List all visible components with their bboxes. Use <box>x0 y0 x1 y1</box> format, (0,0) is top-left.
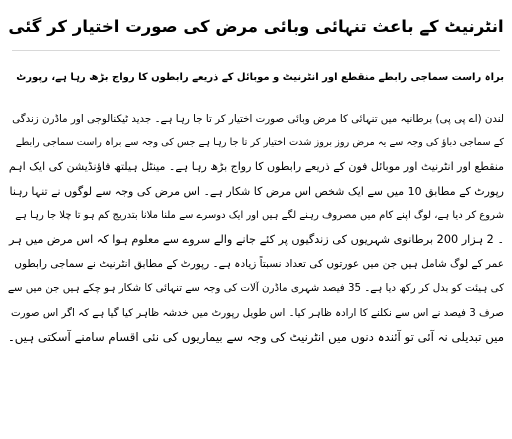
body-line-4: رپورٹ کے مطابق 10 میں سے ایک شخص اس مرض کا شکار ہے۔ اس مرض کی وجہ سے لوگوں نے تنہا رہنا <box>9 184 504 198</box>
article-headline: انٹرنیٹ کے باعث تنہائی وبائی مرض کی صورت اختیار کر گئی <box>8 17 504 36</box>
body-line-3: منقطع اور انٹرنیٹ اور موبائل فون کے ذریعے رابطوں کا رواج بڑھ رہا ہے۔ مینٹل ہیلتھ فاؤنڈیشن کی ایک اہم <box>8 160 504 174</box>
body-line-10: میں تبدیلی نہ آئی تو آئندہ دنوں میں انٹرنیٹ کی وجہ سے بیماریوں کی نئی اقسام سامنے آسکتی ہیں۔ <box>8 329 504 344</box>
body-line-2: کے سماجی دباؤ کی وجہ سے یہ مرض روز بروز شدت اختیار کر تا جا رہا ہے جس کی وجہ سے براہ راست سماجی رابطے <box>15 137 504 149</box>
headline-divider <box>12 50 500 51</box>
article-body <box>8 107 504 349</box>
body-line-6: ۔ 2 ہزار 200 برطانوی شہریوں کی زندگیوں پر کئے جانے والے سروے سے معلوم ہوا کہ اس مرض میں ہر <box>8 232 504 246</box>
body-line-9: صرف 3 فیصد نے اس سے نکلنے کا ارادہ ظاہر کیا۔ اس طویل رپورٹ میں خدشہ ظاہر کیا گیا ہے کہ اگر اس صورت <box>11 306 504 319</box>
news-article <box>8 4 504 435</box>
article-subheadline: براہ راست سماجی رابطے منقطع اور انٹرنیٹ و موبائل کے ذریعے رابطوں کا رواج بڑھ رہا ہے، رپورٹ <box>16 72 504 83</box>
body-line-5: شروع کر دیا ہے، لوگ اپنے کام میں مصروف رہنے لگے ہیں اور ایک دوسرے سے ملنا ملانا بتدریج کم ہو تا چلا جا رہا ہے <box>15 209 504 221</box>
body-line-8: کی ہیئت کو بدل کر رکھ دیا ہے۔ 35 فیصد شہری ماڈرن آلات کی وجہ سے تنہائی کا شکار ہو چکے ہیں جن میں سے <box>8 282 504 295</box>
body-line-1: لندن (اے پی پی) برطانیہ میں تنہائی کا مرض وبائی صورت اختیار کر تا جا رہا ہے۔ جدید ٹیکنالوجی اور ماڈرن زندگی <box>12 113 504 125</box>
body-line-7: عمر کے لوگ شامل ہیں جن میں عورتوں کی تعداد نسبتاً زیادہ ہے۔ رپورٹ کے مطابق انٹرنیٹ نے سماجی رابطوں <box>14 258 504 271</box>
